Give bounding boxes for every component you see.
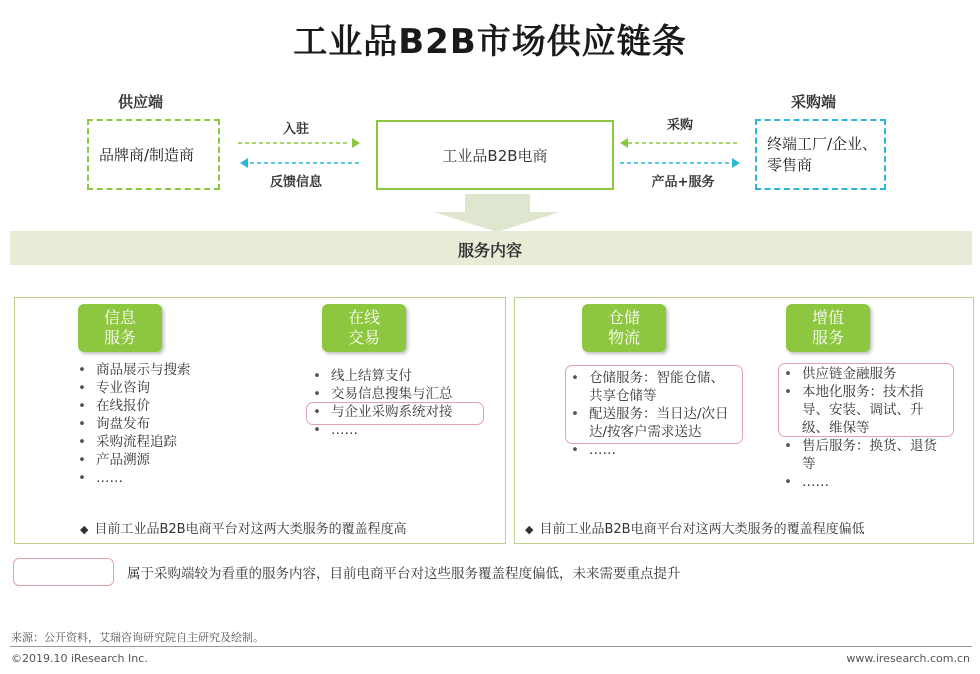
footer-divider bbox=[10, 646, 972, 647]
service-band-label: 服务内容 bbox=[457, 241, 522, 260]
feedback-label: 反馈信息 bbox=[269, 175, 322, 190]
list-item: • …… bbox=[569, 441, 747, 459]
website: www.iresearch.com.cn bbox=[846, 652, 970, 665]
enter-arrowhead-icon bbox=[352, 138, 360, 148]
list-item: • 供应链金融服务 bbox=[782, 365, 957, 383]
platform-label: 工业品B2B电商 bbox=[442, 146, 548, 165]
list-item: • 专业咨询 bbox=[76, 379, 276, 397]
product-label: 产品+服务 bbox=[651, 175, 715, 190]
source-note: 来源：公开资料，艾瑞咨询研究院自主研究及绘制。 bbox=[11, 631, 264, 644]
info-tag-line1: 信息 bbox=[103, 308, 136, 327]
list-item: • 产品溯源 bbox=[76, 451, 276, 469]
diamond-bullet-icon: ◆ bbox=[525, 523, 534, 536]
purchase-box-line2: 零售商 bbox=[767, 155, 813, 174]
list-item: • 交易信息搜集与汇总 bbox=[311, 385, 491, 403]
list-item: • 询盘发布 bbox=[76, 415, 276, 433]
list-item: • 采购流程追踪 bbox=[76, 433, 276, 451]
trade-service-tag bbox=[322, 304, 406, 352]
list-item: • 线上结算支付 bbox=[311, 367, 491, 385]
procure-label: 采购 bbox=[666, 118, 693, 133]
list-item: • 商品展示与搜索 bbox=[76, 361, 276, 379]
highlight-frame bbox=[306, 402, 484, 425]
logistics-tag-line1: 仓储 bbox=[607, 308, 640, 327]
purchase-side-label: 采购端 bbox=[791, 93, 837, 111]
right-panel-note-text: 目前工业品B2B电商平台对这两大类服务的覆盖程度偏低 bbox=[539, 522, 865, 537]
left-panel-note-text: 目前工业品B2B电商平台对这两大类服务的覆盖程度高 bbox=[94, 522, 407, 537]
highlight-frame bbox=[565, 365, 743, 444]
list-item: • …… bbox=[782, 473, 957, 491]
flow-arrows bbox=[0, 0, 980, 240]
supply-side-label: 供应端 bbox=[118, 93, 164, 111]
list-item: • …… bbox=[311, 421, 491, 439]
info-tag-line2: 服务 bbox=[103, 328, 136, 347]
trade-tag-line1: 在线 bbox=[347, 308, 380, 327]
page-title: 工业品B2B市场供应链条 bbox=[293, 22, 687, 62]
legend-swatch bbox=[13, 558, 114, 586]
purchase-box-line1: 终端工厂/企业、 bbox=[767, 134, 878, 153]
value-tag-line1: 增值 bbox=[811, 308, 844, 327]
product-arrowhead-icon bbox=[732, 158, 740, 168]
value-added-service-tag bbox=[786, 304, 870, 352]
list-item: • 配送服务：当日达/次日达/按客户需求送达 bbox=[569, 405, 747, 441]
list-item: • 与企业采购系统对接 bbox=[311, 403, 491, 421]
list-item: • 仓储服务：智能仓储、共享仓储等 bbox=[569, 369, 747, 405]
list-item: • 售后服务：换货、退货等 bbox=[782, 437, 957, 473]
logistics-service-tag bbox=[582, 304, 666, 352]
left-panel-note bbox=[80, 518, 407, 537]
supply-box-text: 品牌商/制造商 bbox=[99, 146, 195, 164]
list-item: • 在线报价 bbox=[76, 397, 276, 415]
info-service-list bbox=[76, 361, 276, 487]
logistics-tag-line2: 物流 bbox=[607, 328, 640, 347]
feedback-arrowhead-icon bbox=[240, 158, 248, 168]
list-item: • …… bbox=[76, 469, 276, 487]
legend-text: 属于采购端较为看重的服务内容，目前电商平台对这些服务覆盖程度偏低，未来需要重点提升 bbox=[127, 566, 681, 582]
copyright: ©2019.10 iResearch Inc. bbox=[11, 652, 148, 665]
diamond-bullet-icon: ◆ bbox=[80, 523, 89, 536]
value-tag-line2: 服务 bbox=[811, 328, 844, 347]
right-panel-note bbox=[525, 518, 865, 537]
highlight-frame bbox=[778, 363, 954, 437]
trade-tag-line2: 交易 bbox=[347, 328, 380, 347]
down-arrow-icon bbox=[434, 194, 560, 232]
procure-arrowhead-icon bbox=[620, 138, 628, 148]
list-item: • 本地化服务：技术指导、安装、调试、升级、维保等 bbox=[782, 383, 957, 437]
enter-label: 入驻 bbox=[282, 122, 309, 137]
info-service-tag bbox=[78, 304, 162, 352]
